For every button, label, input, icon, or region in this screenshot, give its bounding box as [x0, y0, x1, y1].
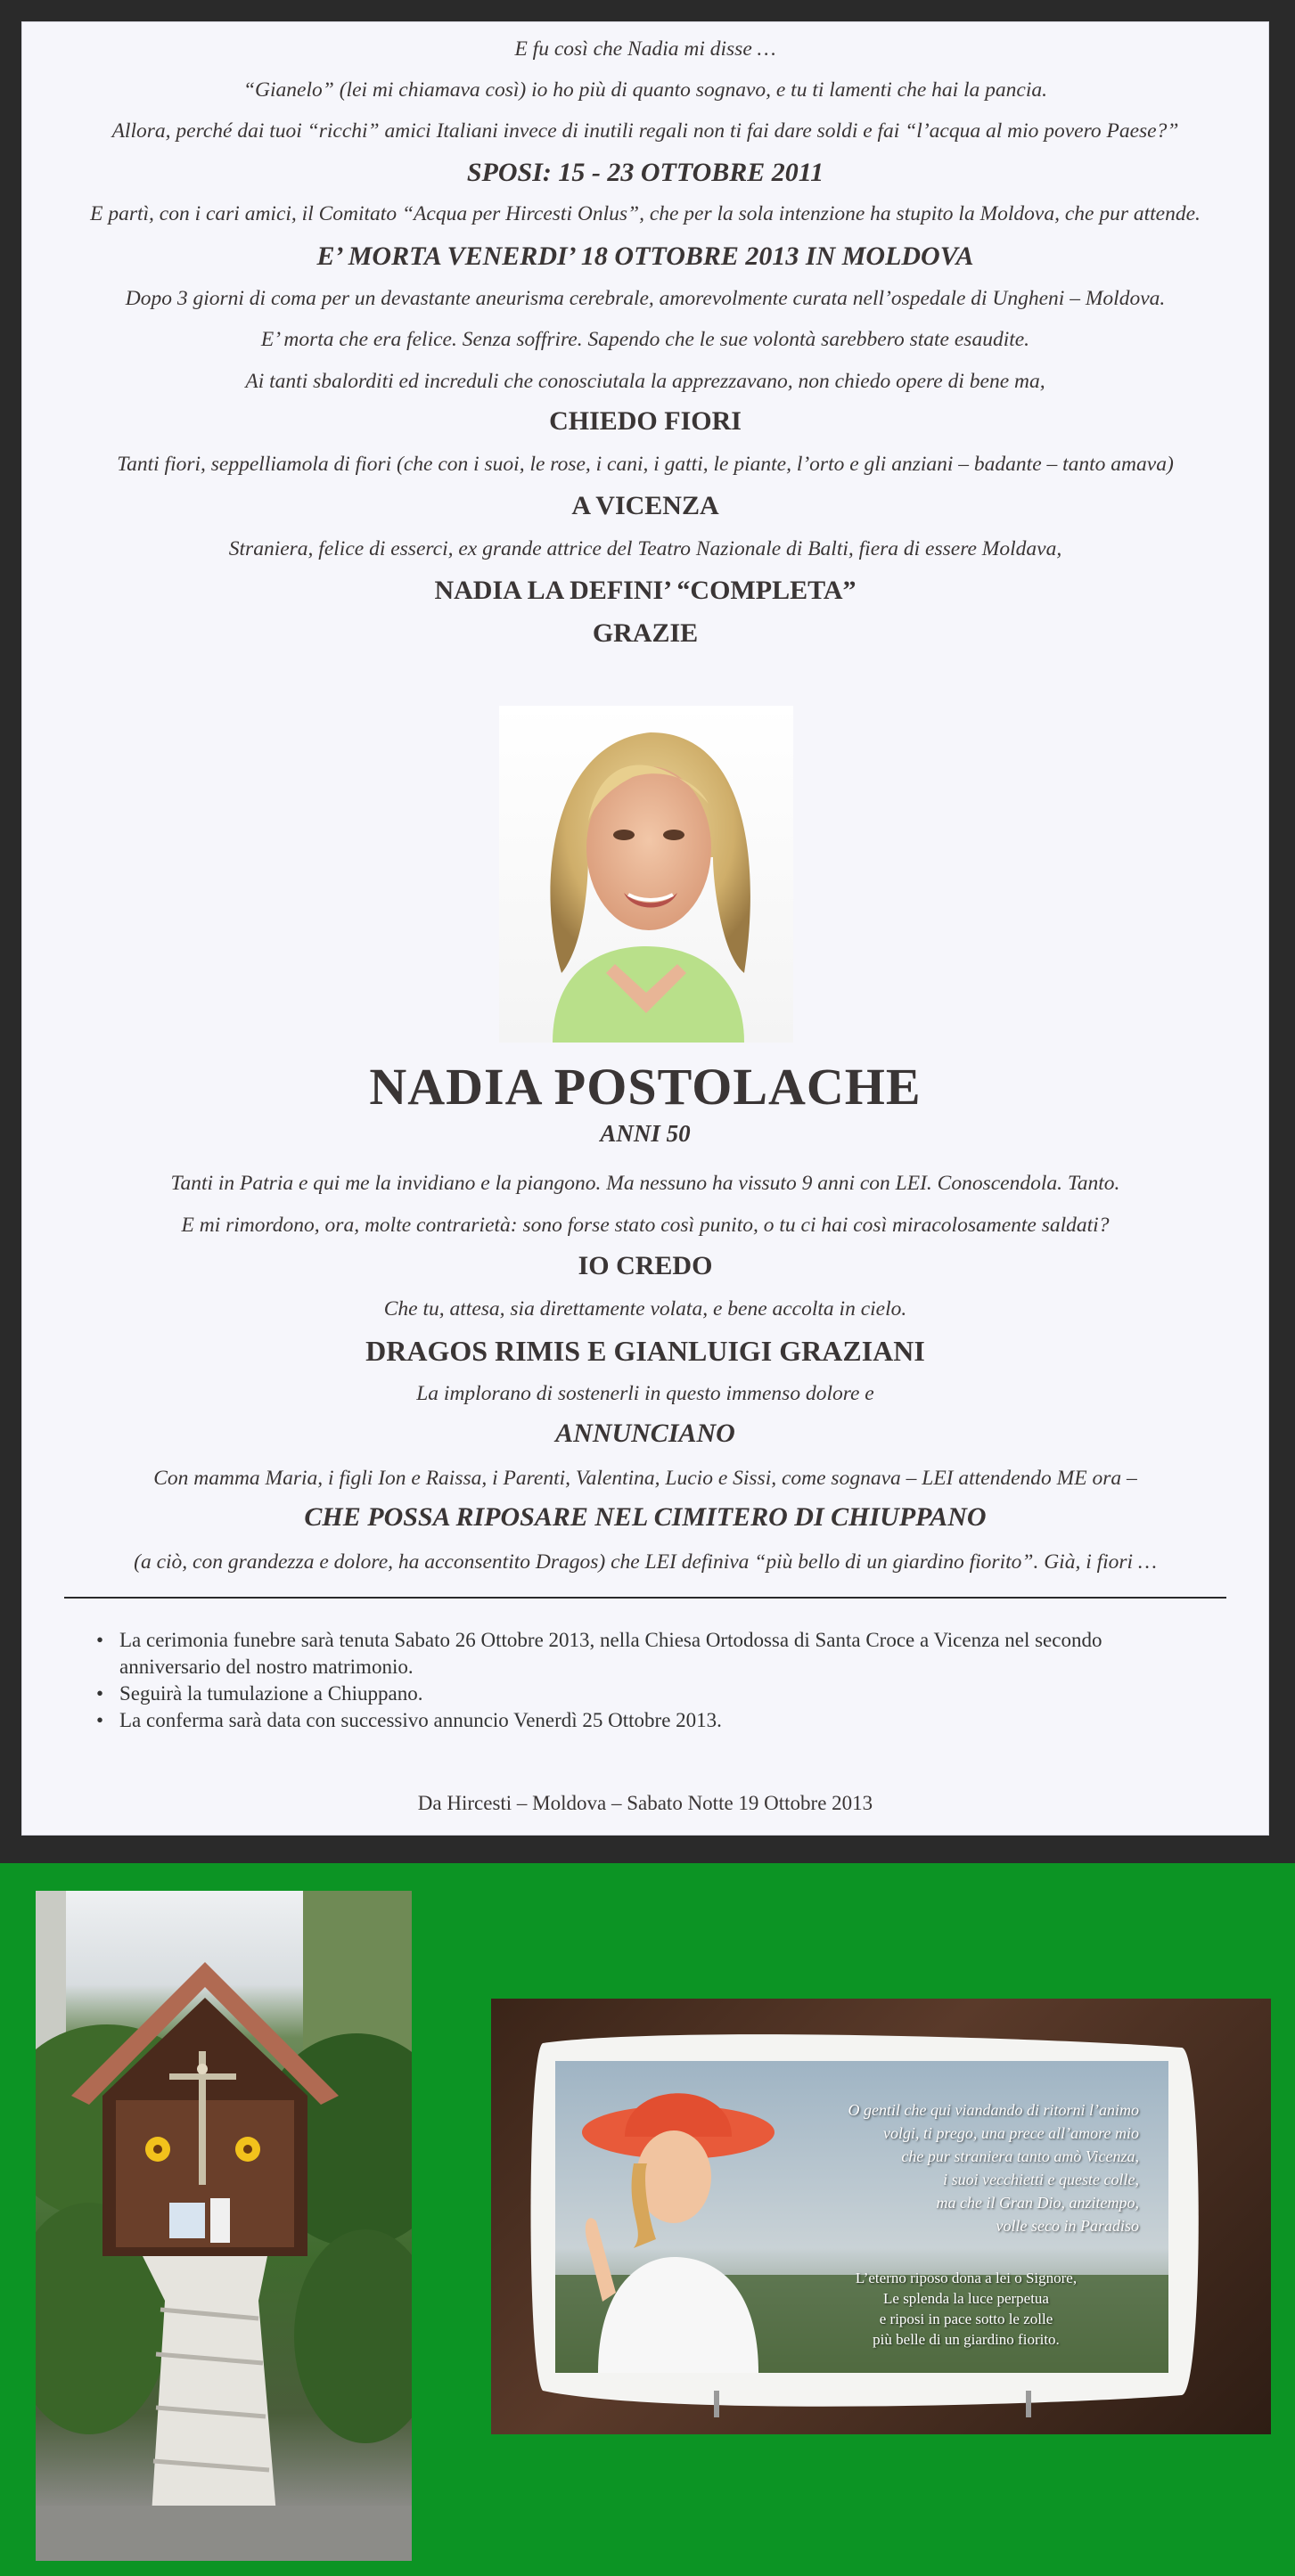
poem-line: che pur straniera tanto amò Vicenza,	[901, 2147, 1139, 2165]
divider	[64, 1597, 1226, 1599]
wedding-heading: SPOSI: 15 - 23 OTTOBRE 2011	[466, 158, 824, 187]
body-line: Tanti fiori, seppelliamola di fiori (che con i suoi, le rose, i cani, i gatti, le piante, l’orto e gli anziani – badante – tanto amava)	[117, 453, 1174, 476]
body-line: Che tu, attesa, sia direttamente volata, e bene accolta in cielo.	[383, 1297, 907, 1321]
family-heading: DRAGOS RIMIS E GIANLUIGI GRAZIANI	[365, 1335, 925, 1367]
body-line: (a ciò, con grandezza e dolore, ha acconsentito Dragos) che LEI definiva “più bello di un giardino fiorito”. Già, i fiori …	[134, 1550, 1157, 1574]
poem-line: ma che il Gran Dio, anzitempo,	[936, 2194, 1139, 2212]
body-line: E mi rimordono, ora, molte contrarietà: sono forse stato così punito, o tu ci hai così miracolosamente saldati?	[181, 1214, 1110, 1237]
quote-line: “Gianelo” (lei mi chiamava così) io ho più di quanto sognavo, e tu ti lamenti che hai la pancia.	[242, 78, 1048, 102]
deceased-name: NADIA POSTOLACHE	[369, 1058, 922, 1116]
body-line: Dopo 3 giorni di coma per un devastante aneurisma cerebrale, amorevolmente curata nell’ospedale di Ungheni – Moldova.	[125, 287, 1166, 310]
notes-list	[96, 1627, 1255, 1734]
body-line: Tanti in Patria e qui me la invidiano e la piangono. Ma nessuno ha vissuto 9 anni con LEI. Conoscendola. Tanto.	[170, 1172, 1120, 1195]
shrine-illustration	[36, 1891, 412, 2561]
obituary-sheet	[21, 21, 1269, 1836]
completa-heading: NADIA LA DEFINI’ “COMPLETA”	[434, 576, 857, 605]
prayer-line: L’eterno riposo dona a lei o Signore,	[855, 2269, 1078, 2286]
portrait-illustration	[499, 706, 793, 1043]
list-item: • La cerimonia funebre sarà tenuta Sabato 26 Ottobre 2013, nella Chiesa Ortodossa di Santa Croce a Vicenza nel secondo anniversario del nostro matrimonio.	[96, 1627, 1201, 1681]
body-line: E’ morta che era felice. Senza soffrire. Sapendo che le sue volontà sarebbero state esaudite.	[260, 328, 1030, 351]
shrine-photo	[36, 1891, 412, 2561]
grazie-heading: GRAZIE	[592, 618, 699, 648]
poem-line: i suoi vecchietti e queste colle,	[943, 2171, 1139, 2188]
age-label: ANNI 50	[600, 1120, 691, 1147]
poem-line: O gentil che qui viandando di ritorni l’animo	[848, 2101, 1139, 2119]
body-line: Ai tanti sbalorditi ed increduli che conosciutala la apprezzavano, non chiedo opere di bene ma,	[245, 370, 1045, 393]
poem-line: volle seco in Paradiso	[996, 2217, 1139, 2235]
dateline: Da Hircesti – Moldova – Sabato Notte 19 Ottobre 2013	[417, 1792, 873, 1814]
list-item: • Seguirà la tumulazione a Chiuppano.	[96, 1681, 1255, 1707]
quote-line: Allora, perché dai tuoi “ricchi” amici Italiani invece di inutili regali non ti fai dare soldi e fai “l’acqua al mio povero Paese?”	[111, 119, 1179, 143]
body-line: Straniera, felice di esserci, ex grande attrice del Teatro Nazionale di Balti, fiera di essere Moldava,	[228, 537, 1062, 560]
plaque-poem	[848, 2098, 1139, 2237]
death-heading: E’ MORTA VENERDI’ 18 OTTOBRE 2013 IN MOLDOVA	[316, 241, 974, 271]
plaque-prayer	[819, 2268, 1113, 2350]
vicenza-heading: A VICENZA	[571, 491, 719, 520]
prayer-line: Le splenda la luce perpetua	[883, 2290, 1049, 2307]
believe-heading: IO CREDO	[578, 1251, 713, 1280]
body-line: Con mamma Maria, i figli Ion e Raissa, i Parenti, Valentina, Lucio e Sissi, come sognava – LEI attendendo ME ora –	[153, 1467, 1137, 1490]
prayer-line: e riposi in pace sotto le zolle	[879, 2310, 1053, 2327]
cemetery-heading: CHE POSSA RIPOSARE NEL CIMITERO DI CHIUPPANO	[304, 1502, 987, 1532]
portrait-photo	[499, 706, 793, 1043]
intro-line: E fu così che Nadia mi disse …	[514, 37, 776, 61]
prayer-line: più belle di un giardino fiorito.	[873, 2331, 1060, 2348]
body-line: La implorano di sostenerli in questo immenso dolore e	[416, 1382, 874, 1405]
list-item: • La conferma sarà data con successivo annuncio Venerdì 25 Ottobre 2013.	[96, 1707, 1255, 1734]
memorial-plaque-photo	[491, 1999, 1271, 2434]
committee-line: E partì, con i cari amici, il Comitato “Acqua per Hircesti Onlus”, che per la sola intenzione ha stupito la Moldova, che pur attende.	[90, 202, 1201, 225]
flowers-heading: CHIEDO FIORI	[549, 406, 742, 436]
announce-heading: ANNUNCIANO	[555, 1419, 735, 1448]
poem-line: volgi, ti prego, una prece all’amore mio	[883, 2124, 1139, 2142]
